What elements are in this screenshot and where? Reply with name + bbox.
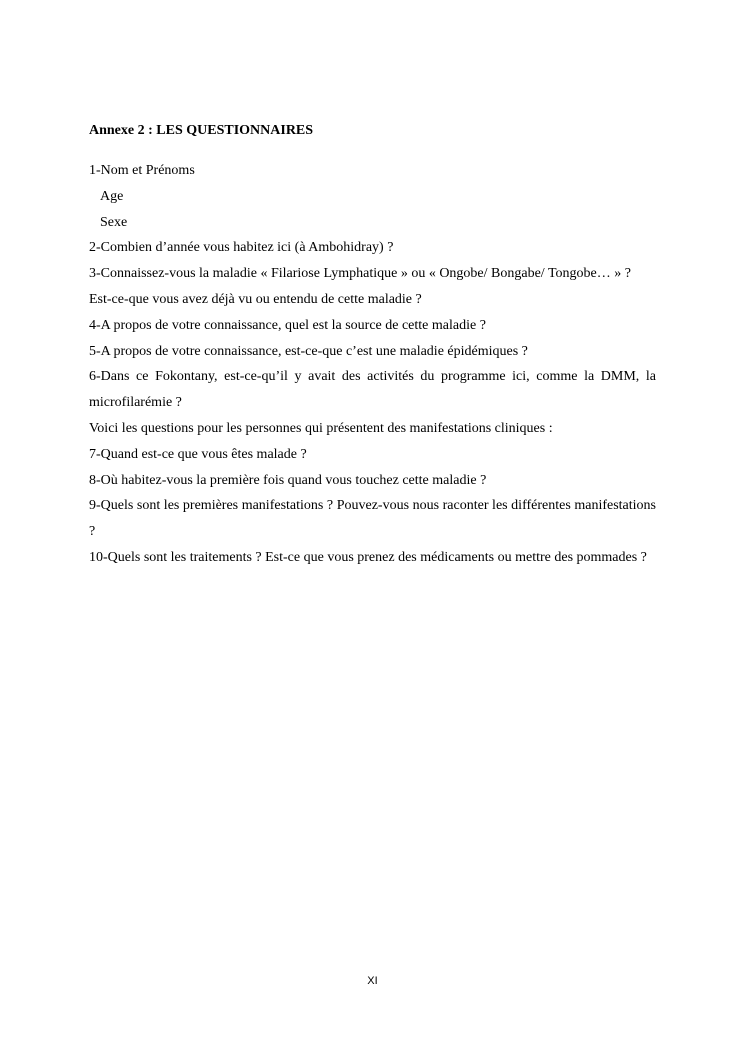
question-4: 4-A propos de votre connaissance, quel est la source de cette maladie ? xyxy=(89,317,486,333)
question-8: 8-Où habitez-vous la première fois quand vous touchez cette maladie ? xyxy=(89,472,487,488)
question-10: 10-Quels sont les traitements ? Est-ce que vous prenez des médicaments ou mettre des pommades ? xyxy=(89,549,647,565)
question-7: 7-Quand est-ce que vous êtes malade ? xyxy=(89,446,307,462)
clinical-intro: Voici les questions pour les personnes qui présentent des manifestations cliniques : xyxy=(89,420,553,436)
question-1-sexe: Sexe xyxy=(100,214,128,230)
question-5: 5-A propos de votre connaissance, est-ce-que c’est une maladie épidémiques ? xyxy=(89,343,528,359)
question-1: 1-Nom et Prénoms xyxy=(89,163,195,178)
question-1-age: Age xyxy=(100,188,124,204)
question-2: 2-Combien d’année vous habitez ici (à Ambohidray) ? xyxy=(89,240,394,256)
questionnaire-body xyxy=(89,121,656,571)
question-3-followup: Est-ce-que vous avez déjà vu ou entendu de cette maladie ? xyxy=(89,291,422,307)
question-9: 9-Quels sont les premières manifestations ? Pouvez-vous nous raconter les différentes manifestations ? xyxy=(89,498,656,540)
question-6: 6-Dans ce Fokontany, est-ce-qu’il y avait des activités du programme ici, comme la DMM, la microfilarémie ? xyxy=(89,369,656,411)
question-3: 3-Connaissez-vous la maladie « Filariose Lymphatique » ou « Ongobe/ Bongabe/ Tongobe… » ? xyxy=(89,266,631,282)
annex-heading: Annexe 2 : LES QUESTIONNAIRES xyxy=(89,123,314,138)
page-number: XI xyxy=(367,975,378,987)
